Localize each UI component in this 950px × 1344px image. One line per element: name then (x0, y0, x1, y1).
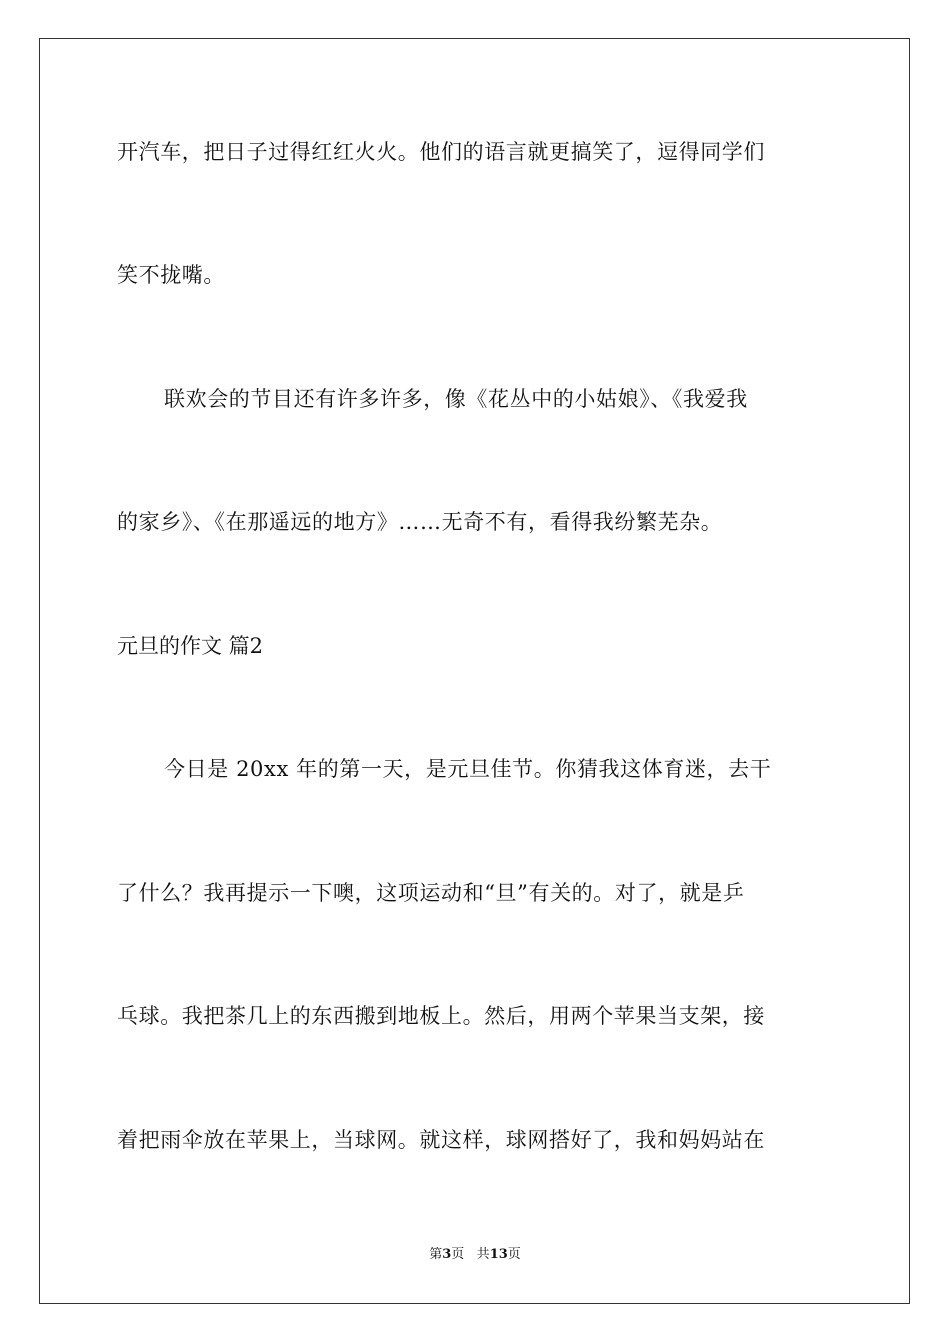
total-prefix: 共 (476, 1247, 490, 1262)
page-suffix: 页 (451, 1247, 465, 1262)
text-line: 联欢会的节目还有许多许多，像《花丛中的小姑娘》、《我爱我 (164, 387, 748, 411)
page-border (39, 38, 910, 1304)
text-line: 乓球。我把茶几上的东西搬到地板上。然后，用两个苹果当支架，接 (117, 1004, 765, 1028)
total-suffix: 页 (507, 1247, 521, 1262)
text-line: 今日是 20xx 年的第一天，是元旦佳节。你猜我这体育迷，去干 (164, 757, 772, 781)
text-line: 的家乡》、《在那遥远的地方》……无奇不有，看得我纷繁芜杂。 (117, 510, 723, 534)
text-line: 开汽车，把日子过得红红火火。他们的语言就更搞笑了，逗得同学们 (117, 140, 765, 164)
text-line: 了什么？我再提示一下噢，这项运动和“旦”有关的。对了，就是乒 (117, 881, 745, 905)
page-footer (0, 1246, 950, 1264)
total-pages: 13 (489, 1247, 508, 1262)
page-number: 3 (442, 1247, 452, 1262)
section-heading: 元旦的作文 篇2 (117, 634, 264, 658)
text-line: 着把雨伞放在苹果上，当球网。就这样，球网搭好了，我和妈妈站在 (117, 1128, 765, 1152)
page-prefix: 第 (429, 1247, 443, 1262)
text-line: 笑不拢嘴。 (117, 263, 225, 287)
